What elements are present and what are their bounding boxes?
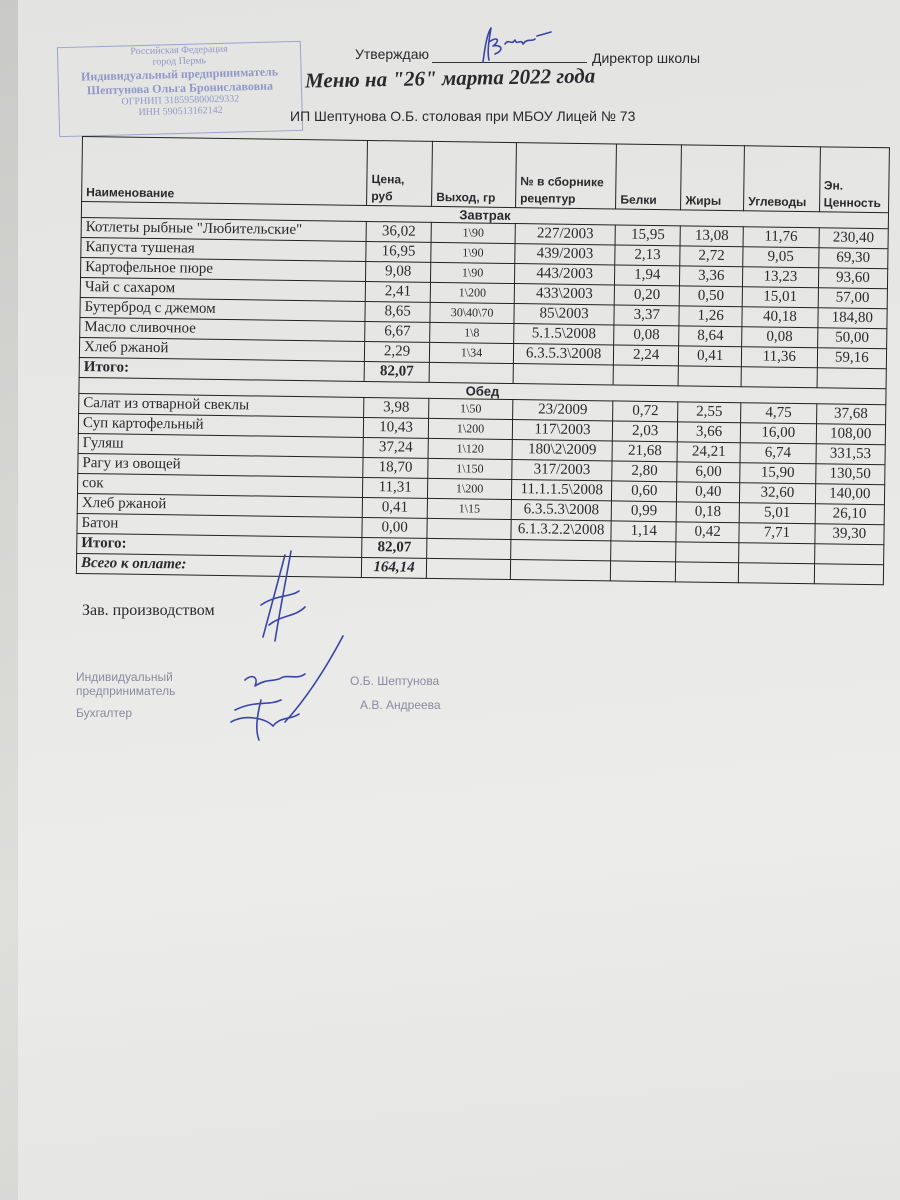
value-cell: 37,68 — [816, 404, 886, 425]
value-cell: 3,36 — [680, 266, 743, 287]
value-cell: 0,20 — [614, 285, 679, 306]
total-value: 82,07 — [362, 537, 427, 558]
column-header: Цена, руб — [367, 140, 433, 206]
value-cell: 11,76 — [743, 227, 819, 248]
entrepreneur-label-line: Индивидуальный — [76, 670, 173, 684]
value-cell: 10,43 — [363, 417, 428, 438]
value-cell: 9,08 — [366, 261, 431, 282]
value-cell: 9,05 — [743, 247, 819, 268]
value-cell: 15,95 — [615, 225, 680, 246]
column-header: № в сборнике рецептур — [515, 143, 616, 209]
dish-name-cell: Рагу из овощей — [78, 453, 363, 477]
value-cell: 1,94 — [615, 265, 680, 286]
value-cell: 93,60 — [818, 268, 888, 289]
value-cell: 6.3.5.3\2008 — [513, 344, 614, 365]
director-label: Директор школы — [592, 50, 701, 66]
value-cell: 4,75 — [741, 403, 817, 424]
accountant-label: Бухгалтер — [76, 706, 133, 720]
value-cell: 5.1.5\2008 — [514, 324, 615, 345]
value-cell: 1\90 — [431, 262, 515, 283]
value-cell: 2,29 — [364, 341, 429, 362]
column-header: Углеводы — [744, 146, 820, 212]
dish-name-cell: Гуляш — [78, 433, 363, 457]
value-cell: 2,41 — [365, 281, 430, 302]
page-title: Меню на "26" марта 2022 года — [304, 63, 596, 93]
value-cell: 6.1.3.2.2\2008 — [511, 520, 612, 541]
column-header: Наименование — [82, 137, 368, 206]
value-cell: 433\2003 — [514, 284, 615, 305]
value-cell: 3,98 — [364, 397, 429, 418]
value-cell: 2,03 — [613, 421, 678, 442]
dish-name-cell: Батон — [77, 513, 362, 537]
value-cell: 140,00 — [815, 484, 885, 505]
value-cell: 18,70 — [363, 457, 428, 478]
value-cell: 0,18 — [676, 502, 739, 523]
value-cell: 50,00 — [817, 328, 887, 349]
value-cell: 16,95 — [366, 241, 431, 262]
value-cell: 0,08 — [614, 325, 679, 346]
dish-name-cell: Масло сливочное — [80, 317, 365, 341]
value-cell: 443/2003 — [514, 264, 615, 285]
value-cell: 1\90 — [431, 222, 515, 243]
value-cell: 1\200 — [428, 418, 512, 439]
value-cell: 8,65 — [365, 301, 430, 322]
menu-table — [76, 136, 890, 585]
value-cell: 11,36 — [741, 347, 817, 368]
value-cell: 59,16 — [817, 348, 887, 369]
value-cell: 13,23 — [743, 267, 819, 288]
value-cell: 1,14 — [611, 521, 676, 542]
dish-name-cell: Суп картофельный — [78, 413, 363, 437]
value-cell: 6.3.5.3\2008 — [511, 500, 612, 521]
value-cell: 180\2\2009 — [512, 440, 613, 461]
grand-total-label: Всего к оплате: — [76, 553, 361, 577]
stamp-line: ОГРНИП 318595800029332 — [121, 93, 240, 108]
value-cell: 21,68 — [612, 441, 677, 462]
dish-name-cell: Хлеб ржаной — [77, 493, 362, 517]
value-cell: 0,41 — [679, 346, 742, 367]
value-cell: 130,50 — [815, 464, 885, 485]
column-header: Белки — [616, 144, 682, 210]
entrepreneur-label-line: предприниматель — [76, 684, 176, 698]
value-cell: 184,80 — [817, 308, 887, 329]
stamp-line: ИНН 590513162142 — [138, 104, 223, 119]
value-cell: 0,40 — [677, 482, 740, 503]
approve-label: Утверждаю — [355, 46, 429, 62]
value-cell: 3,37 — [614, 305, 679, 326]
value-cell: 2,24 — [614, 345, 679, 366]
value-cell: 2,72 — [680, 246, 743, 267]
dish-name-cell: сок — [78, 473, 363, 497]
value-cell: 30\40\70 — [430, 302, 514, 323]
dish-name-cell: Салат из отварной свеклы — [79, 393, 364, 417]
dish-name-cell: Котлеты рыбные "Любительские" — [81, 217, 366, 241]
value-cell: 6,67 — [365, 321, 430, 342]
section-label: Обед — [79, 377, 886, 404]
value-cell: 8,64 — [679, 326, 742, 347]
value-cell: 15,01 — [742, 287, 818, 308]
table-header-row — [82, 137, 890, 213]
entrepreneur-name: О.Б. Шептунова — [350, 674, 440, 688]
value-cell: 26,10 — [815, 504, 885, 525]
grand-total-value: 164,14 — [361, 557, 426, 578]
stamp-line: Российская Федерация — [130, 43, 228, 58]
stamp-line: Шептунова Ольга Брониславовна — [86, 78, 274, 98]
value-cell: 1\50 — [429, 398, 513, 419]
value-cell: 117\2003 — [512, 420, 613, 441]
dish-name-cell: Бутерброд с джемом — [80, 297, 365, 321]
seal-stamp — [57, 41, 303, 137]
value-cell: 230,40 — [819, 228, 889, 249]
breakfast-rows — [79, 217, 888, 368]
total-value: 82,07 — [364, 361, 429, 382]
value-cell: 2,13 — [615, 245, 680, 266]
value-cell: 1\200 — [428, 478, 512, 499]
value-cell: 439/2003 — [515, 244, 616, 265]
value-cell: 1\120 — [428, 438, 512, 459]
value-cell: 1\34 — [429, 342, 513, 363]
column-header: Выход, гр — [432, 141, 517, 207]
value-cell: 0,08 — [742, 327, 818, 348]
value-cell: 1\15 — [427, 498, 511, 519]
value-cell: 331,53 — [816, 444, 886, 465]
value-cell: 69,30 — [818, 248, 888, 269]
value-cell: 3,66 — [678, 422, 741, 443]
value-cell: 36,02 — [366, 221, 431, 242]
entrepreneur-label — [76, 670, 175, 698]
value-cell: 2,55 — [678, 402, 741, 423]
value-cell: 1\8 — [430, 322, 514, 343]
value-cell: 32,60 — [740, 483, 816, 504]
value-cell: 0,99 — [611, 501, 676, 522]
dish-name-cell: Картофельное пюре — [81, 257, 366, 281]
value-cell: 1,26 — [679, 306, 742, 327]
value-cell: 24,21 — [677, 442, 740, 463]
value-cell: 317/2003 — [512, 460, 613, 481]
value-cell: 108,00 — [816, 424, 886, 445]
value-cell: 16,00 — [740, 423, 816, 444]
value-cell: 7,71 — [739, 523, 815, 544]
lunch-rows — [77, 393, 886, 544]
total-label: Итого: — [79, 357, 364, 381]
value-cell: 0,42 — [676, 522, 739, 543]
value-cell: 39,30 — [814, 524, 884, 545]
value-cell: 227/2003 — [515, 224, 616, 245]
value-cell: 2,80 — [612, 461, 677, 482]
value-cell: 11.1.1.5\2008 — [511, 480, 612, 501]
value-cell: 11,31 — [363, 477, 428, 498]
stamp-line: город Пермь — [152, 55, 207, 68]
value-cell: 1\200 — [430, 282, 514, 303]
value-cell: 40,18 — [742, 307, 818, 328]
director-signature — [465, 22, 555, 67]
value-cell: 13,08 — [680, 226, 743, 247]
value-cell: 1\150 — [428, 458, 512, 479]
column-header: Эн. Ценность — [819, 147, 889, 213]
value-cell: 0,00 — [362, 517, 427, 538]
value-cell: 0,72 — [613, 401, 678, 422]
accountant-name: А.В. Андреева — [360, 698, 441, 712]
stamp-line: Индивидуальный предприниматель — [80, 64, 279, 84]
value-cell: 6,00 — [677, 462, 740, 483]
value-cell: 57,00 — [818, 288, 888, 309]
column-header: Жиры — [681, 145, 745, 211]
value-cell: 23/2009 — [513, 400, 614, 421]
value-cell: 0,50 — [679, 286, 742, 307]
total-label: Итого: — [77, 533, 362, 557]
value-cell: 0,41 — [362, 497, 427, 518]
dish-name-cell: Капуста тушеная — [81, 237, 366, 261]
dish-name-cell: Хлеб ржаной — [79, 337, 364, 361]
value-cell — [427, 518, 511, 539]
value-cell: 85\2003 — [514, 304, 615, 325]
value-cell: 37,24 — [363, 437, 428, 458]
value-cell: 0,60 — [612, 481, 677, 502]
page-subtitle: ИП Шептунова О.Б. столовая при МБОУ Лицей № 73 — [290, 108, 636, 124]
value-cell: 6,74 — [740, 443, 816, 464]
value-cell: 5,01 — [739, 503, 815, 524]
manager-label: Зав. производством — [82, 602, 215, 619]
value-cell: 15,90 — [740, 463, 816, 484]
value-cell: 1\90 — [431, 242, 515, 263]
dish-name-cell: Чай с сахаром — [80, 277, 365, 301]
accountant-signature — [225, 630, 355, 745]
section-label: Завтрак — [81, 202, 888, 229]
